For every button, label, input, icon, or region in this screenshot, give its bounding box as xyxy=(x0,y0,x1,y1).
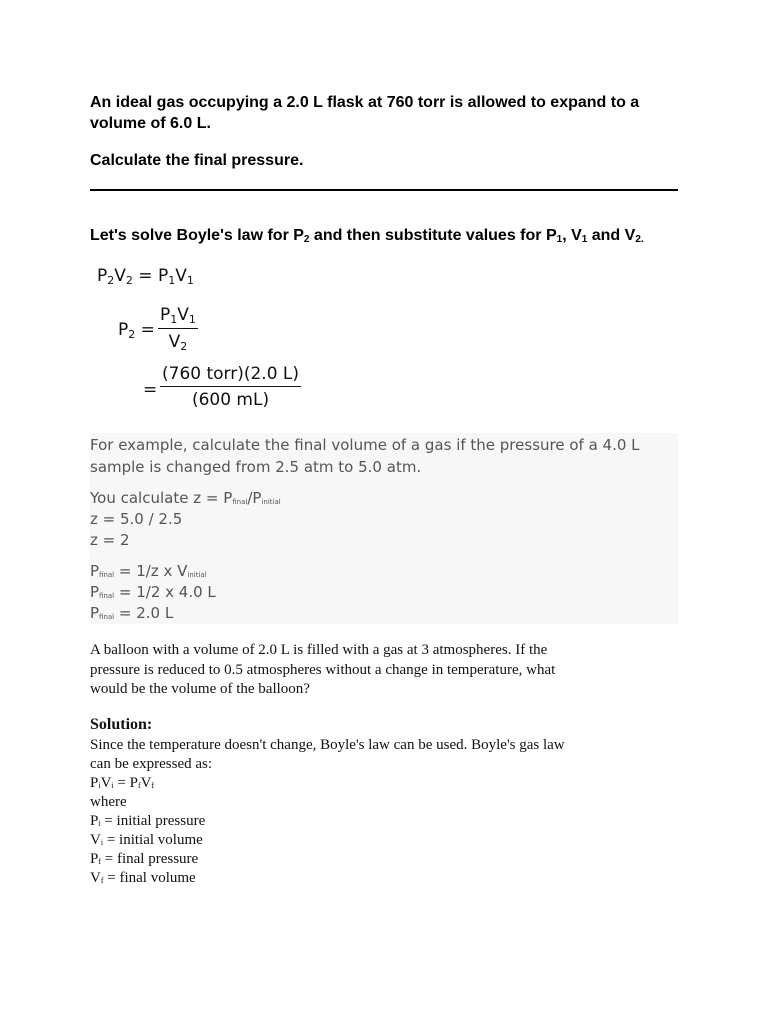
balloon-line: pressure is reduced to 0.5 atmospheres without a change in temperature, what xyxy=(90,661,556,678)
balloon-line: would be the volume of the balloon? xyxy=(90,681,310,697)
solution-line: can be expressed as: xyxy=(90,756,213,772)
def-symbol: P xyxy=(90,813,99,829)
def-text: = initial volume xyxy=(103,832,203,848)
definition-vi xyxy=(90,832,203,849)
eq-symbol: V xyxy=(114,266,126,286)
eq-symbol: P xyxy=(97,266,108,286)
example-sub: final xyxy=(99,571,115,579)
eq-sub: 2 xyxy=(180,340,188,353)
eq-symbol: P xyxy=(160,305,171,325)
intro-text-d: and V xyxy=(587,227,636,244)
def-sub: f xyxy=(98,857,102,866)
intro-sub: 1 xyxy=(581,234,588,245)
fraction-numerator: (760 torr)(2.0 L) xyxy=(160,364,301,387)
intro-text-b: and then substitute values for P xyxy=(309,227,557,244)
example-text: = 1/2 x 4.0 L xyxy=(114,583,216,601)
example-sub: final xyxy=(99,613,115,621)
formula-symbol: P xyxy=(90,775,99,791)
def-sub: i xyxy=(100,838,104,847)
eq-sub: 1 xyxy=(186,274,194,287)
example-sub: initial xyxy=(187,571,207,579)
example-line: sample is changed from 2.5 atm to 5.0 atm. xyxy=(90,458,422,476)
equation-substituted-equals: = xyxy=(143,380,158,400)
eq-sub: 2 xyxy=(128,328,136,341)
example-text: P xyxy=(90,583,100,601)
eq-symbol: = P xyxy=(132,266,169,286)
def-symbol: V xyxy=(90,870,101,886)
def-symbol: P xyxy=(90,851,99,867)
example-line: z = 2 xyxy=(90,531,130,549)
balloon-problem xyxy=(90,641,680,700)
eq-equals: = xyxy=(135,320,155,340)
formula-sub: i xyxy=(111,781,114,790)
intro-sub: 2 xyxy=(303,234,310,245)
eq-sub: 2 xyxy=(125,274,133,287)
boyles-formula xyxy=(90,775,154,792)
equation-solved-lhs xyxy=(118,320,155,341)
fraction-numerator xyxy=(158,305,198,329)
fraction-denominator: (600 mL) xyxy=(191,390,270,410)
eq-sub: 1 xyxy=(170,313,178,326)
def-sub: i xyxy=(98,819,101,828)
example-text: = 1/z x V xyxy=(114,562,188,580)
example-sub: final xyxy=(99,592,115,600)
solution-heading: Solution: xyxy=(90,716,153,733)
def-text: = initial pressure xyxy=(100,813,206,829)
problem-line-1: An ideal gas occupying a 2.0 L flask at 760 torr is allowed to expand to a xyxy=(90,94,640,111)
eq-sub: 2 xyxy=(107,274,115,287)
equation-boyles-law xyxy=(97,266,194,287)
problem-statement xyxy=(90,92,690,134)
divider xyxy=(90,189,678,191)
eq-sub: 1 xyxy=(188,313,196,326)
formula-sub: f xyxy=(137,781,141,790)
example-text: /P xyxy=(247,489,262,507)
example-sub: initial xyxy=(261,498,281,506)
example-text: You calculate z = P xyxy=(90,489,233,507)
example-sub: final xyxy=(232,498,248,506)
fraction-denominator xyxy=(158,329,198,353)
formula-symbol: = P xyxy=(113,775,138,791)
balloon-line: A balloon with a volume of 2.0 L is filled with a gas at 3 atmospheres. If the xyxy=(90,642,548,658)
intro-text-a: Let's solve Boyle's law for P xyxy=(90,227,304,244)
formula-sub: i xyxy=(98,781,101,790)
formula-symbol: V xyxy=(100,775,112,791)
problem-line-2: volume of 6.0 L. xyxy=(90,115,211,132)
solution-line: Since the temperature doesn't change, Boyle's law can be used. Boyle's gas law xyxy=(90,737,565,753)
def-text: = final volume xyxy=(103,870,196,886)
intro-sub: 1 xyxy=(556,234,563,245)
example-box xyxy=(90,433,678,624)
eq-symbol: V xyxy=(177,305,189,325)
formula-sub: f xyxy=(151,781,155,790)
example-text: P xyxy=(90,604,100,622)
problem-task: Calculate the final pressure. xyxy=(90,152,304,169)
example-line xyxy=(90,603,173,627)
equation-solved-fraction xyxy=(158,305,198,353)
definition-vf xyxy=(90,870,196,887)
intro-text-c: , V xyxy=(562,227,582,244)
def-text: = final pressure xyxy=(101,851,199,867)
definition-pf xyxy=(90,851,198,868)
example-line: For example, calculate the final volume of a gas if the pressure of a 4.0 L xyxy=(90,436,640,454)
def-sub: f xyxy=(100,876,104,885)
eq-symbol: V xyxy=(168,332,181,352)
formula-symbol: V xyxy=(140,775,152,791)
intro-sub: 2. xyxy=(635,234,644,245)
example-text: P xyxy=(90,562,100,580)
def-symbol: V xyxy=(90,832,101,848)
definition-pi xyxy=(90,813,205,830)
solution-intro xyxy=(90,227,644,245)
eq-symbol: V xyxy=(175,266,187,286)
eq-symbol: P xyxy=(118,320,129,340)
example-text: = 2.0 L xyxy=(114,604,174,622)
example-line: z = 5.0 / 2.5 xyxy=(90,510,183,528)
equation-substituted-fraction xyxy=(160,364,301,410)
where-label: where xyxy=(90,794,127,810)
eq-sub: 1 xyxy=(168,274,176,287)
